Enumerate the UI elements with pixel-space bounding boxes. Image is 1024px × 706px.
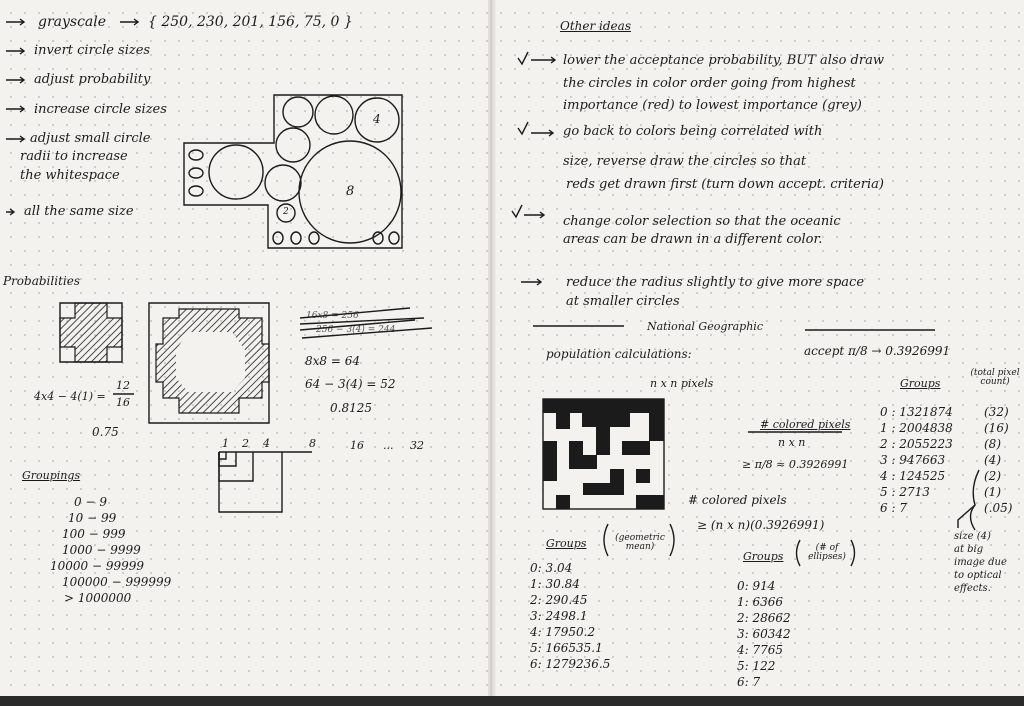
crossed-calc-1: 16x8 = 256	[306, 311, 359, 321]
grouping-item: 0 − 9	[74, 495, 107, 509]
idea4-line2: at smaller circles	[566, 294, 680, 309]
pixel-side-note	[954, 530, 1007, 595]
grouping-item: 10 − 99	[68, 511, 117, 525]
pixel-weight: (1)	[984, 485, 1001, 499]
probabilities-heading: Probabilities	[3, 274, 80, 288]
idea3-line1: change color selection so that the oceanic	[563, 214, 841, 229]
idea1-line2: the circles in color order going from highest	[563, 76, 856, 91]
scale-tick-32: 32	[410, 439, 424, 452]
grayscale-values: { 250, 230, 201, 156, 75, 0 }	[148, 14, 353, 30]
layout-label-big: 8	[346, 184, 355, 199]
other-ideas-heading: Other ideas	[560, 19, 631, 33]
probability-frac-den: 16	[116, 396, 130, 409]
scale-tick-16: 16	[350, 439, 364, 452]
geometric-row: 1: 30.84	[530, 577, 580, 591]
note-adjust: adjust probability	[34, 72, 151, 87]
groups-ellipses-note: (# of ellipses)	[808, 543, 846, 562]
idea4-line1: reduce the radius slightly to give more space	[566, 275, 865, 290]
groups-pixels-heading: Groups	[900, 377, 941, 390]
note-invert: invert circle sizes	[34, 43, 151, 58]
geometric-row: 5: 166535.1	[530, 641, 603, 655]
ellipse-row: 0: 914	[737, 579, 776, 593]
side-note-line: image due	[954, 557, 1007, 568]
note-increase: increase circle sizes	[34, 102, 167, 117]
side-note-line: effects.	[954, 583, 991, 594]
probability-result: 0.75	[92, 425, 119, 439]
probability-frac-num: 12	[116, 379, 130, 392]
inequality-1: ≥ π/8 ≈ 0.3926991	[742, 458, 849, 471]
grouping-item: 1000 − 9999	[62, 543, 141, 557]
idea2-line2: size, reverse draw the circles so that	[563, 154, 807, 169]
side-note-line: at big	[954, 544, 984, 555]
pixel-row: 4 : 124525	[880, 469, 946, 483]
pixel-maze-grid	[543, 399, 664, 509]
groups-pixels-list	[880, 404, 953, 516]
pixel-weight: (16)	[984, 421, 1009, 435]
geometric-row: 0: 3.04	[530, 561, 573, 575]
pixel-row: 2 : 2055223	[880, 437, 953, 451]
groups-ellipses-heading: Groups	[743, 550, 784, 563]
side-note-line: to optical	[954, 570, 1002, 581]
pixel-weight: (32)	[984, 405, 1009, 419]
accept-threshold: accept π/8 → 0.3926991	[804, 344, 951, 358]
geometric-row: 6: 1279236.5	[530, 657, 611, 671]
scale-tick-4: 4	[263, 437, 270, 450]
probability-formula: 4x4 − 4(1) =	[34, 390, 106, 403]
idea-checkmarks	[512, 52, 555, 285]
pixel-row: 0 : 1321874	[880, 405, 953, 419]
pixel-weight: (8)	[984, 437, 1001, 451]
groups-geometric-heading: Groups	[546, 537, 587, 550]
pixel-row: 1 : 2004838	[880, 421, 953, 435]
hatched-octagon-large	[149, 303, 269, 423]
grouping-item: 10000 − 99999	[50, 559, 145, 573]
pixel-weight: (4)	[984, 453, 1001, 467]
pixel-row: 6 : 7	[880, 501, 907, 515]
inequality-2: ≥ (n x n)(0.3926991)	[697, 518, 825, 532]
pixel-weight: (.05)	[984, 501, 1013, 515]
groups-geometric-list	[530, 560, 610, 672]
colored-pixels-label: # colored pixels	[688, 493, 787, 507]
scale-tick-2: 2	[242, 437, 249, 450]
ellipse-row: 1: 6366	[737, 595, 784, 609]
idea1-line3: importance (red) to lowest importance (grey)	[563, 98, 862, 113]
groups-geometric-note: (geometric mean)	[615, 533, 665, 552]
idea2-line1: go back to colors being correlated with	[563, 124, 823, 139]
population-calculations: population calculations:	[546, 347, 692, 361]
grid-calculation: 64 − 3(4) = 52	[305, 377, 396, 391]
pixels-label: n x n pixels	[650, 377, 714, 390]
log-scale-sketch	[219, 452, 312, 512]
pixel-weight: (2)	[984, 469, 1001, 483]
geometric-row: 3: 2498.1	[530, 609, 588, 623]
geometric-row: 2: 290.45	[530, 593, 588, 607]
scale-tick-dots: ...	[383, 439, 394, 452]
note-small-1: adjust small circle	[30, 131, 151, 146]
ellipse-row: 4: 7765	[737, 643, 784, 657]
grouping-item: 100 − 999	[62, 527, 126, 541]
grid-expression: 8x8 = 64	[305, 354, 360, 368]
grid-result: 0.8125	[330, 401, 372, 415]
grouping-item: > 1000000	[64, 591, 132, 605]
national-geographic-title: National Geographic	[647, 320, 763, 333]
groups-pixels-note: (total pixel count)	[970, 368, 1020, 387]
grayscale-label: grayscale	[38, 14, 107, 30]
layout-label-small: 2	[283, 207, 289, 217]
geometric-row: 4: 17950.2	[530, 625, 596, 639]
pixel-row: 5 : 2713	[880, 485, 930, 499]
notebook-bottom-edge	[0, 696, 1024, 706]
fraction-top: # colored pixels	[760, 418, 851, 431]
ellipse-row: 2: 28662	[737, 611, 791, 625]
grouping-item: 100000 − 999999	[62, 575, 172, 589]
scale-tick-1: 1	[222, 437, 229, 450]
side-note-line: size (4)	[954, 531, 991, 542]
idea2-line3: reds get drawn first (turn down accept. criteria)	[566, 177, 884, 192]
circle-layout-sketch	[184, 95, 402, 248]
idea3-line2: areas can be drawn in a different color.	[563, 232, 823, 247]
ellipse-row: 5: 122	[737, 659, 776, 673]
scale-tick-8: 8	[309, 437, 316, 450]
pixel-row: 3 : 947663	[880, 453, 946, 467]
idea1-line1: lower the acceptance probability, BUT also draw	[563, 53, 884, 68]
note-same-size: all the same size	[24, 204, 134, 219]
note-small-3: the whitespace	[20, 168, 120, 183]
ellipse-row: 3: 60342	[737, 627, 791, 641]
fraction-bottom: n x n	[778, 436, 806, 449]
groupings-list	[50, 494, 172, 606]
hatched-cross-small	[60, 303, 122, 362]
groupings-heading: Groupings	[22, 469, 81, 482]
note-small-2: radii to increase	[20, 149, 128, 164]
pixel-weights-list	[984, 404, 1012, 516]
layout-label-top-right: 4	[373, 112, 381, 126]
crossed-calc-2: 256 − 3(4) = 244	[316, 325, 396, 335]
ellipse-row: 6: 7	[737, 675, 761, 689]
groups-ellipses-list	[737, 578, 791, 690]
